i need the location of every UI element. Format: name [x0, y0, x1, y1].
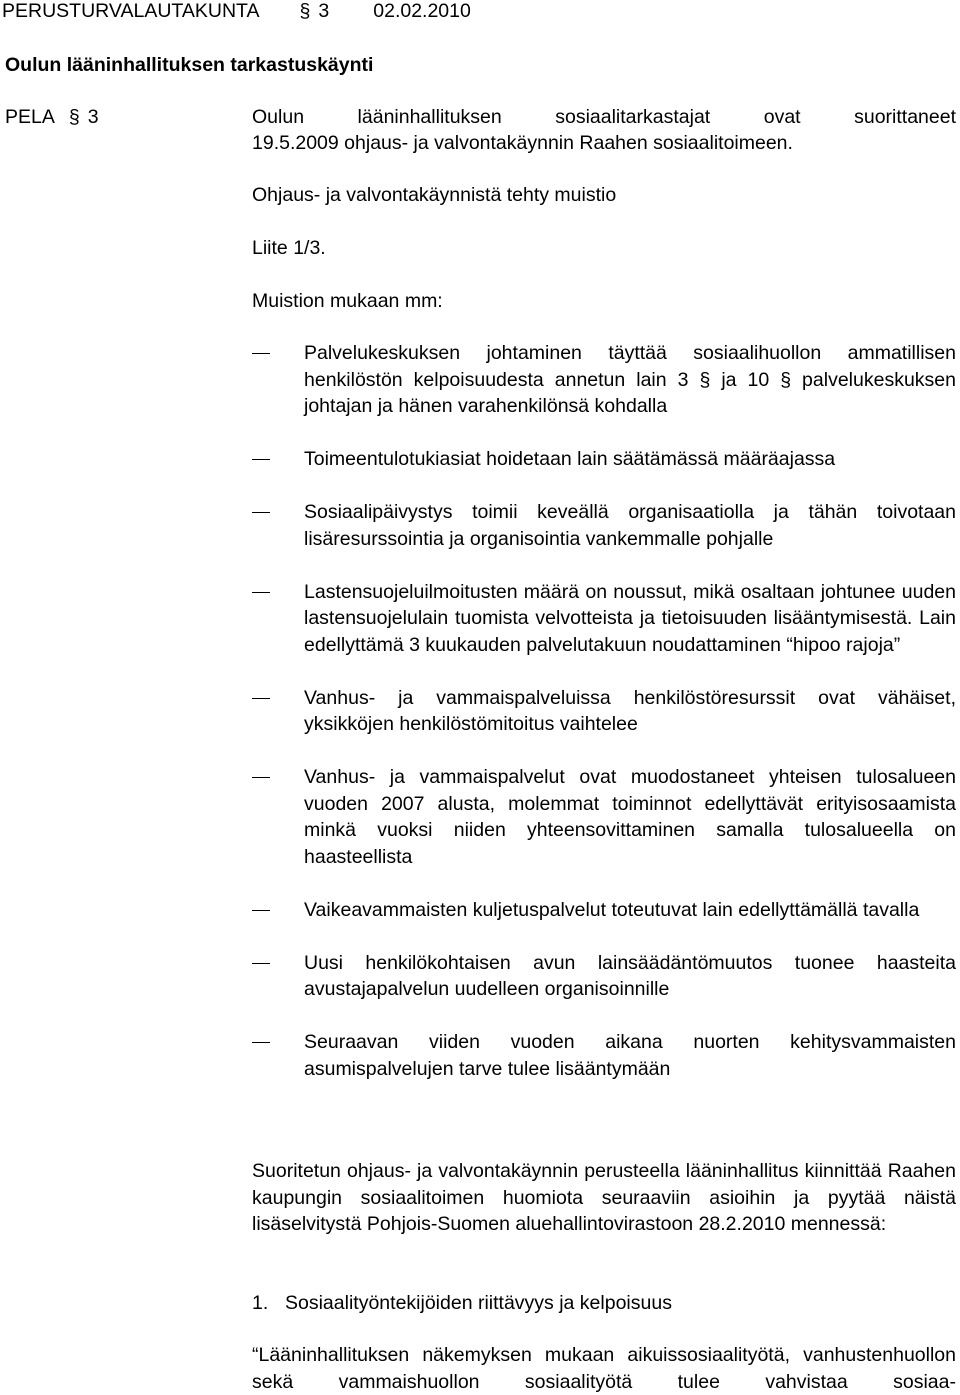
pela-label: PELA: [5, 106, 55, 128]
list-item-text: Palvelukeskuksen johtaminen täyttää sosiaalihuollon ammatillisen henkilöstön kelpoisuudesta annetun lain 3 § ja 10 § palvelukeskuksen johtajan ja hänen varahenkilönsä kohdalla: [304, 342, 956, 417]
point-number: 1.: [252, 1292, 269, 1314]
intro-line-2: 19.5.2009 ohjaus- ja valvontakäynnin Raahen sosiaalitoimeen.: [252, 132, 793, 154]
list-item-text: Vanhus- ja vammaispalvelut ovat muodostaneet yhteisen tulosalueen vuoden 2007 alusta, molemmat toiminnot edellyttävät erityisosaamista minkä vuoksi niiden yhteensovittaminen samalla tulosalueella on haasteellista: [304, 766, 956, 868]
list-item-text: Vaikeavammaisten kuljetuspalvelut toteutuvat lain edellyttämällä tavalla: [304, 898, 920, 921]
dash-bullet: [252, 592, 270, 593]
list-item: [252, 764, 956, 870]
dash-bullet: [252, 910, 270, 911]
list-item: [252, 1029, 956, 1082]
list-item-text: Sosiaalipäivystys toimii keveällä organisaatiolla ja tähän toivotaan lisäresurssointia ja organisointia vankemmalle pohjalle: [304, 501, 956, 550]
organization-name: PERUSTURVALAUTAKUNTA: [2, 0, 260, 22]
conclusion-paragraph: Suoritetun ohjaus- ja valvontakäynnin perusteella lääninhallitus kiinnittää Raahen kaupungin sosiaalitoimen huomiota seuraaviin asioihin ja pyytää näistä lisäselvitystä Pohjois-Suomen aluehallintovirastoon 28.2.2010 mennessä:: [252, 1160, 956, 1235]
list-item-text: Vanhus- ja vammaispalveluissa henkilöstöresurssit ovat vähäiset, yksikköjen henkilöstömitoitus vaihtelee: [304, 686, 956, 735]
dash-bullet: [252, 777, 270, 778]
quote-paragraph: “Lääninhallituksen näkemyksen mukaan aikuissosiaalityötä, vanhustenhuollon sekä vammaishuollon sosiaalityötä tulee vahvistaa sosiaa-: [252, 1344, 956, 1393]
memo-findings-list: [252, 340, 956, 1109]
pela-reference: [5, 104, 99, 131]
pela-section-number: 3: [87, 106, 99, 128]
list-item: [252, 446, 956, 473]
section-sign: §: [299, 0, 311, 22]
document-title: Oulun lääninhallituksen tarkastuskäynti: [5, 54, 374, 76]
numbered-point: [252, 1290, 672, 1317]
list-item: [252, 499, 956, 552]
dash-bullet: [252, 353, 270, 354]
list-item: [252, 685, 956, 738]
pela-section-sign: §: [68, 106, 80, 128]
list-item: [252, 579, 956, 659]
intro-line-1: Oulun lääninhallituksen sosiaalitarkastajat ovat suorittaneet: [252, 106, 956, 128]
list-item-text: Lastensuojeluilmoitusten määrä on noussut, mikä osaltaan johtunee uuden lastensuojelulain tuomista velvotteista ja tietoisuuden lisääntymisestä. Lain edellyttämä 3 kuukauden palvelutakuun noudattaminen “hipoo rajoja”: [304, 580, 956, 656]
dash-bullet: [252, 512, 270, 513]
list-item-text: Uusi henkilökohtaisen avun lainsäädäntömuutos tuonee haasteita avustajapalvelun uudelleen organisoinnille: [304, 951, 956, 1000]
point-text: Sosiaalityöntekijöiden riittävyys ja kelpoisuus: [285, 1292, 672, 1314]
dash-bullet: [252, 459, 270, 460]
appendix-reference: Liite 1/3.: [252, 237, 326, 259]
dash-bullet: [252, 1042, 270, 1043]
list-item: [252, 897, 956, 924]
memo-title: Ohjaus- ja valvontakäynnistä tehty muistio: [252, 184, 617, 206]
memo-intro: Muistion mukaan mm:: [252, 290, 443, 312]
page-header: [2, 0, 471, 25]
dash-bullet: [252, 698, 270, 699]
meeting-date: 02.02.2010: [373, 0, 471, 22]
list-item: [252, 340, 956, 420]
list-item: [252, 950, 956, 1003]
dash-bullet: [252, 963, 270, 964]
section-number: 3: [318, 0, 330, 22]
list-item-text: Seuraavan viiden vuoden aikana nuorten kehitysvammaisten asumispalvelujen tarve tulee lisääntymään: [304, 1031, 956, 1080]
list-item-text: Toimeentulotukiasiat hoidetaan lain säätämässä määräajassa: [304, 448, 836, 470]
